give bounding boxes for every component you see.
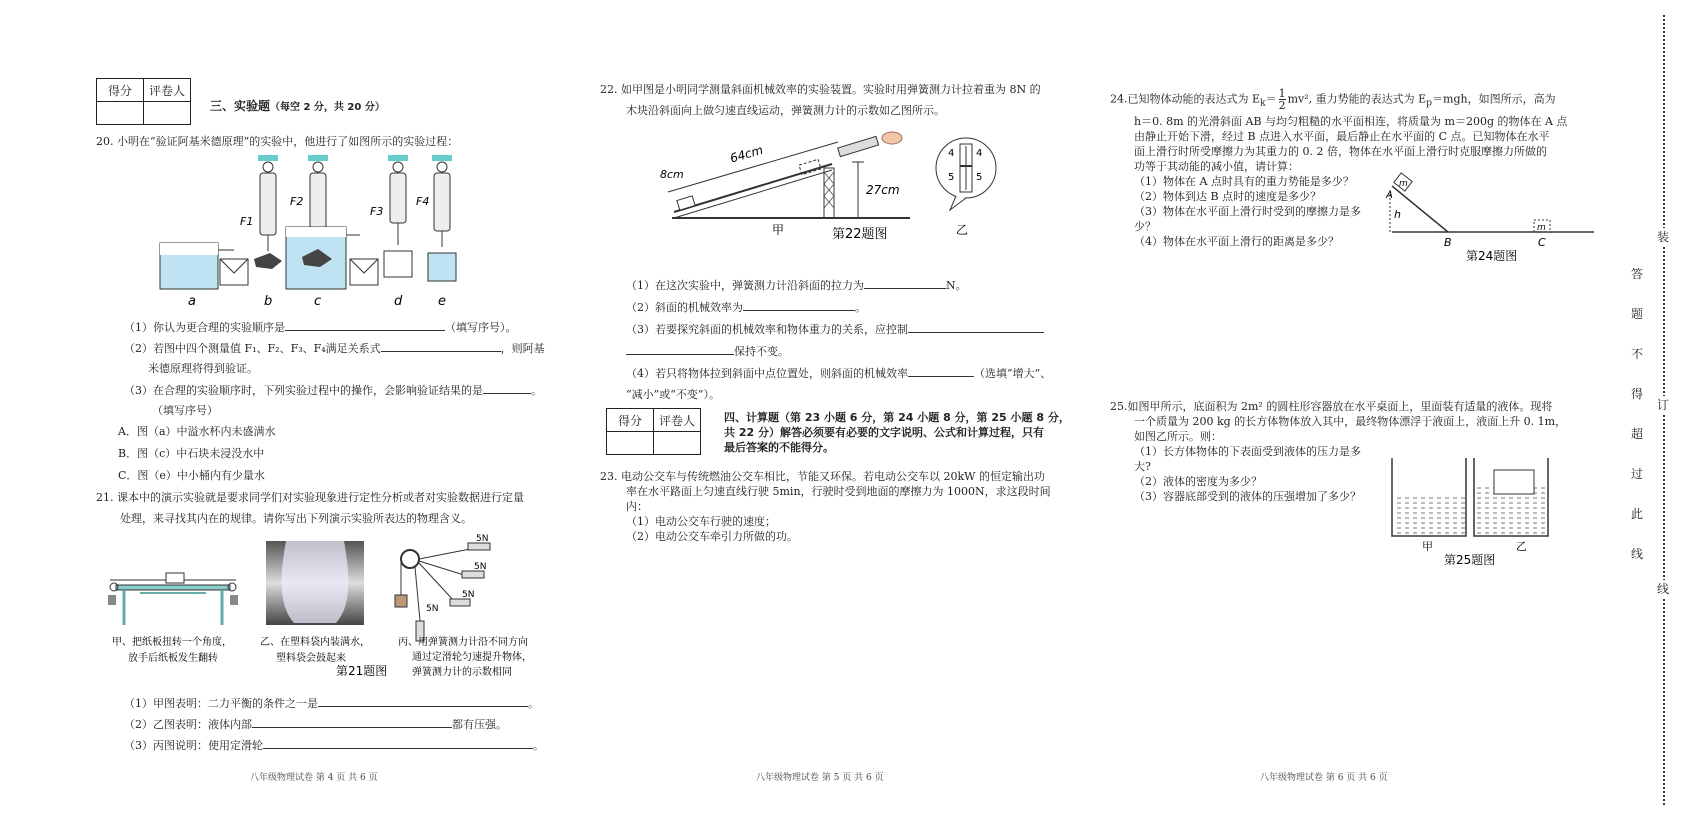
q20-p1-text: （1）你认为更合理的实验顺序是 — [124, 321, 285, 334]
q22-stem-1: 22. 如甲图是小明同学测量斜面机械效率的实验装置。实验时用弹簧测力计拉着重为 8N 的 — [600, 83, 1041, 96]
q22-part3-cont — [626, 344, 789, 359]
label-m: m — [1399, 179, 1408, 189]
stone — [254, 253, 282, 269]
fig-label-a: a — [188, 294, 196, 309]
page-4 — [96, 0, 566, 818]
fraction — [1279, 88, 1286, 111]
q21-figure — [110, 535, 540, 685]
height-label: 27cm — [866, 183, 900, 197]
q20-p3-end: 。 — [531, 384, 542, 397]
q21-stem-1: 21. 课本中的演示实验就是要求同学们对实验现象进行定性分析或者对实验数据进行定量 — [96, 491, 524, 504]
q24-sub-p: p — [1426, 97, 1433, 109]
q23-line-2: 率在水平路面上匀速直线行驶 5min，行驶时受到地面的摩擦力为 1000N，求这段时间 — [626, 485, 1051, 498]
q20-part1 — [124, 320, 517, 335]
q24-part2: （2）物体到达 B 点时的速度是多少？ — [1134, 190, 1322, 203]
fig-label-b: b — [264, 294, 273, 309]
caption-jia-1: 甲、把纸板扭转一个角度， — [112, 637, 232, 648]
q25-part3: （3）容器底部受到的液体的压强增加了多少？ — [1134, 490, 1361, 503]
q24-l1-eq: ＝ — [1265, 92, 1277, 106]
length-label: 64cm — [728, 142, 765, 166]
q24-part4: （4）物体在水平面上滑行的距离是多少？ — [1134, 235, 1339, 248]
caption-jia: 甲 — [772, 223, 785, 237]
answer-blank[interactable] — [252, 717, 452, 728]
q20-figure — [156, 155, 556, 310]
q24-part1: （1）物体在 A 点时具有的重力势能是多少？ — [1134, 175, 1354, 188]
fraction-denominator: 2 — [1278, 99, 1286, 112]
q22-part2 — [626, 300, 866, 315]
fig-label-c: c — [314, 294, 322, 309]
fig25-number: 第25题图 — [1444, 553, 1496, 567]
q22-p1-end: N。 — [946, 279, 967, 292]
answer-blank[interactable] — [285, 320, 445, 331]
binding-char: 线 — [1651, 580, 1675, 597]
fig24-number: 第24题图 — [1466, 249, 1518, 263]
caption-bing-2: 通过定滑轮匀速提升物体， — [412, 652, 532, 663]
section-4-title: 四、计算题（第 23 小题 6 分，第 24 小题 8 分，第 25 小题 8 分， — [724, 411, 1070, 424]
label-h: h — [1394, 208, 1401, 221]
q21-p2-text: （2）乙图表明：液体内部 — [124, 718, 252, 731]
answer-blank[interactable] — [318, 696, 528, 707]
q20-part2 — [124, 341, 545, 356]
q21-part1 — [124, 696, 539, 711]
q20-p3-text: （3）在合理的实验顺序时，下列实验过程中的操作，会影响验证结果的是 — [124, 384, 483, 397]
binding-char: 装 — [1651, 228, 1675, 245]
force-label-f2: F2 — [290, 195, 304, 208]
q25-part1: （1）长方体物体的下表面受到液体的压力是多 — [1134, 445, 1361, 458]
force-5n-4: 5N — [426, 604, 439, 614]
section-4-note-2: 最后答案的不能得分。 — [724, 441, 834, 454]
q24-line-4: 面上滑行时所受摩擦力为其重力的 0. 2 倍，物体在水平面上滑行时克服摩擦力所做的 — [1134, 145, 1547, 158]
fig22-number: 第22题图 — [832, 227, 888, 242]
q22-part3 — [626, 322, 1044, 337]
q20-option-b: B．图（c）中石块未浸没水中 — [118, 447, 265, 460]
q25-figure — [1388, 456, 1578, 568]
score-label: 得分 — [97, 79, 144, 102]
q21-part2 — [124, 717, 507, 732]
binding-side-char: 得 — [1630, 387, 1643, 401]
q21-p2-end: 都有压强。 — [452, 718, 507, 731]
q21-stem-2: 处理，来寻找其内在的规律。请你写出下列演示实验所表达的物理含义。 — [120, 512, 472, 525]
binding-side-char: 答 — [1630, 267, 1643, 281]
caption-bing-3: 弹簧测力计的示数相同 — [412, 667, 512, 678]
grader-label: 评卷人 — [654, 409, 701, 432]
label-c: C — [1538, 236, 1546, 249]
q21-p3-text: （3）丙图说明：使用定滑轮 — [124, 739, 263, 752]
caption-jia-2: 放手后纸板发生翻转 — [128, 653, 218, 664]
cardboard — [166, 573, 184, 583]
force-label-f4: F4 — [416, 195, 430, 208]
answer-blank[interactable] — [263, 738, 533, 749]
section-3-note: （每空 2 分，共 20 分） — [270, 102, 385, 113]
q20-option-a: A．图（a）中溢水杯内未盛满水 — [118, 425, 276, 438]
q23-part1: （1）电动公交车行驶的速度； — [626, 515, 776, 528]
q20-p2-text: （2）若图中四个测量值 F₁、F₂、F₃、F₄满足关系式 — [124, 342, 381, 355]
score-table — [606, 408, 701, 455]
q24-line-3: 由静止开始下滑，经过 B 点进入水平面，最后静止在水平面的 C 点。已知物体在水平 — [1134, 130, 1550, 143]
gauge-tick: 4 — [948, 148, 955, 159]
q23-part2: （2）电动公交车牵引力所做的功。 — [626, 530, 798, 543]
q24-line-1 — [1110, 88, 1556, 111]
q22-stem-2: 木块沿斜面向上做匀速直线运动，弹簧测力计的示数如乙图所示。 — [626, 104, 945, 117]
force-label-f3: F3 — [370, 205, 384, 218]
answer-blank[interactable] — [908, 366, 974, 377]
score-cell — [607, 432, 654, 455]
binding-char: 订 — [1651, 396, 1675, 413]
q22-part1 — [626, 278, 967, 293]
q25-line-1: 25.如图甲所示，底面积为 2m² 的圆柱形容器放在水平桌面上，里面装有适量的液体。现将 — [1110, 400, 1553, 413]
q24-sub-k: k — [1260, 97, 1266, 109]
q22-p2-text: （2）斜面的机械效率为 — [626, 301, 743, 314]
section-4-note-1: 共 22 分）解答必须要有必要的文字说明、公式和计算过程，只有 — [724, 426, 1044, 439]
force-label-f1: F1 — [240, 215, 254, 228]
q25-line-2: 一个质量为 200 kg 的长方体物体放入其中，最终物体漂浮于液面上，液面上升 0. 1m， — [1134, 415, 1567, 428]
q22-part4 — [626, 366, 1051, 381]
force-5n-3: 5N — [462, 590, 475, 600]
q24-figure — [1388, 176, 1598, 264]
fraction-numerator: 1 — [1278, 87, 1286, 100]
answer-blank[interactable] — [483, 383, 531, 394]
q22-p2-end: 。 — [855, 301, 866, 314]
caption-yi-2: 塑料袋会鼓起来 — [276, 653, 346, 664]
grader-cell — [144, 102, 191, 125]
page-6 — [1110, 0, 1600, 818]
q22-p3-end: 保持不变。 — [734, 345, 789, 358]
q24-l1-part3: ＝mgh，如图所示，高为 — [1432, 92, 1556, 106]
label-a: A — [1386, 190, 1393, 201]
q24-l1-part2: mv², 重力势能的表达式为 E — [1287, 92, 1427, 106]
gauge-tick: 4 — [976, 148, 983, 159]
spring-scale — [838, 136, 879, 156]
q22-p3-text: （3）若要探究斜面的机械效率和物体重力的关系，应控制 — [626, 323, 908, 336]
page-footer: 八年级物理试卷 第 5 页 共 6 页 — [756, 773, 884, 783]
q22-p1-text: （1）在这次实验中，弹簧测力计沿斜面的拉力为 — [626, 279, 864, 292]
force-5n-1: 5N — [476, 534, 489, 544]
q20-p1-end: （填写序号）。 — [445, 321, 517, 334]
section-3-heading: 三、实验题 — [210, 99, 271, 113]
block-length-label: 8cm — [660, 168, 684, 181]
q25-line-3: 如图乙所示。则： — [1134, 430, 1222, 443]
q24-part3: （3）物体在水平面上滑行时受到的摩擦力是多 — [1134, 205, 1361, 218]
binding-side-char: 不 — [1630, 347, 1643, 361]
q24-line-2: h＝0. 8m 的光滑斜面 AB 与均匀粗糙的水平面相连，将质量为 m＝200g 的物体在 A 点 — [1134, 115, 1568, 128]
page-footer: 八年级物理试卷 第 6 页 共 6 页 — [1260, 773, 1388, 783]
caption-yi: 乙 — [956, 223, 969, 237]
q23-line-3: 内： — [626, 500, 648, 513]
spring-scale — [260, 173, 276, 235]
q21-part3 — [124, 738, 544, 753]
answer-blank[interactable] — [381, 341, 501, 352]
q24-l1-part: 24.已知物体动能的表达式为 E — [1110, 92, 1261, 106]
binding-side-char: 此 — [1630, 507, 1643, 521]
q21-p1-text: （1）甲图表明：二力平衡的条件之一是 — [124, 697, 318, 710]
fig-label-e: e — [438, 294, 446, 309]
gauge-tick: 5 — [948, 172, 955, 183]
pulley — [401, 550, 419, 568]
binding-side-char: 题 — [1630, 307, 1643, 321]
q20-p2-end: ，则阿基 — [500, 342, 545, 355]
q21-p3-end: 。 — [533, 739, 544, 752]
caption-yi: 乙 — [1516, 540, 1527, 553]
binding-side-char: 线 — [1630, 547, 1643, 561]
caption-bing-1: 丙、用弹簧测力计沿不同方向 — [398, 637, 528, 648]
q25-part1-cont: 大? — [1134, 460, 1151, 473]
label-b: B — [1444, 236, 1452, 249]
floating-block — [1494, 470, 1534, 494]
answer-blank[interactable] — [743, 300, 855, 311]
q24-part3-cont: 少？ — [1134, 220, 1156, 233]
answer-blank[interactable] — [864, 278, 946, 289]
section-3-title — [210, 99, 385, 115]
q20-stem: 20. 小明在“验证阿基米德原理”的实验中，他进行了如图所示的实验过程： — [96, 135, 459, 148]
label-m-c: m — [1537, 223, 1546, 233]
binding-side-char: 超 — [1630, 427, 1643, 441]
caption-jia: 甲 — [1422, 540, 1433, 553]
grader-cell — [654, 432, 701, 455]
q25-part2: （2）液体的密度为多少？ — [1134, 475, 1262, 488]
q21-p1-end: 。 — [528, 697, 539, 710]
q22-figure — [660, 128, 1040, 243]
caption-yi-1: 乙、在塑料袋内装满水， — [260, 637, 370, 648]
q20-part2-cont: 米德原理将得到验证。 — [148, 362, 258, 375]
answer-blank[interactable] — [626, 344, 734, 355]
gauge-tick: 5 — [976, 172, 983, 183]
fig-label-d: d — [394, 294, 403, 309]
q22-p4-text: （4）若只将物体拉到斜面中点位置处，则斜面的机械效率 — [626, 367, 908, 380]
grader-label: 评卷人 — [144, 79, 191, 102]
q22-part4-cont: “减小”或“不变”）。 — [626, 388, 720, 401]
page-5 — [600, 0, 1070, 818]
force-5n-2: 5N — [474, 562, 487, 572]
score-cell — [97, 102, 144, 125]
incline — [674, 164, 832, 212]
binding-side-char: 过 — [1630, 467, 1643, 481]
answer-blank[interactable] — [908, 322, 1044, 333]
q20-option-c: C．图（e）中小桶内有少量水 — [118, 469, 265, 482]
q20-part3-cont: （填写序号） — [152, 404, 218, 417]
q20-part3 — [124, 383, 542, 398]
score-table — [96, 78, 191, 125]
hand — [882, 132, 902, 144]
fig21-number: 第21题图 — [336, 664, 388, 678]
q24-line-5: 功等于其动能的减小值，请计算： — [1134, 160, 1299, 173]
q22-p4-end: （选填“增大”、 — [974, 367, 1052, 380]
score-label: 得分 — [607, 409, 654, 432]
q23-line-1: 23. 电动公交车与传统燃油公交车相比，节能又环保。若电动公交车以 20kW 的恒定输出功 — [600, 470, 1045, 483]
page-footer: 八年级物理试卷 第 4 页 共 6 页 — [250, 773, 378, 783]
